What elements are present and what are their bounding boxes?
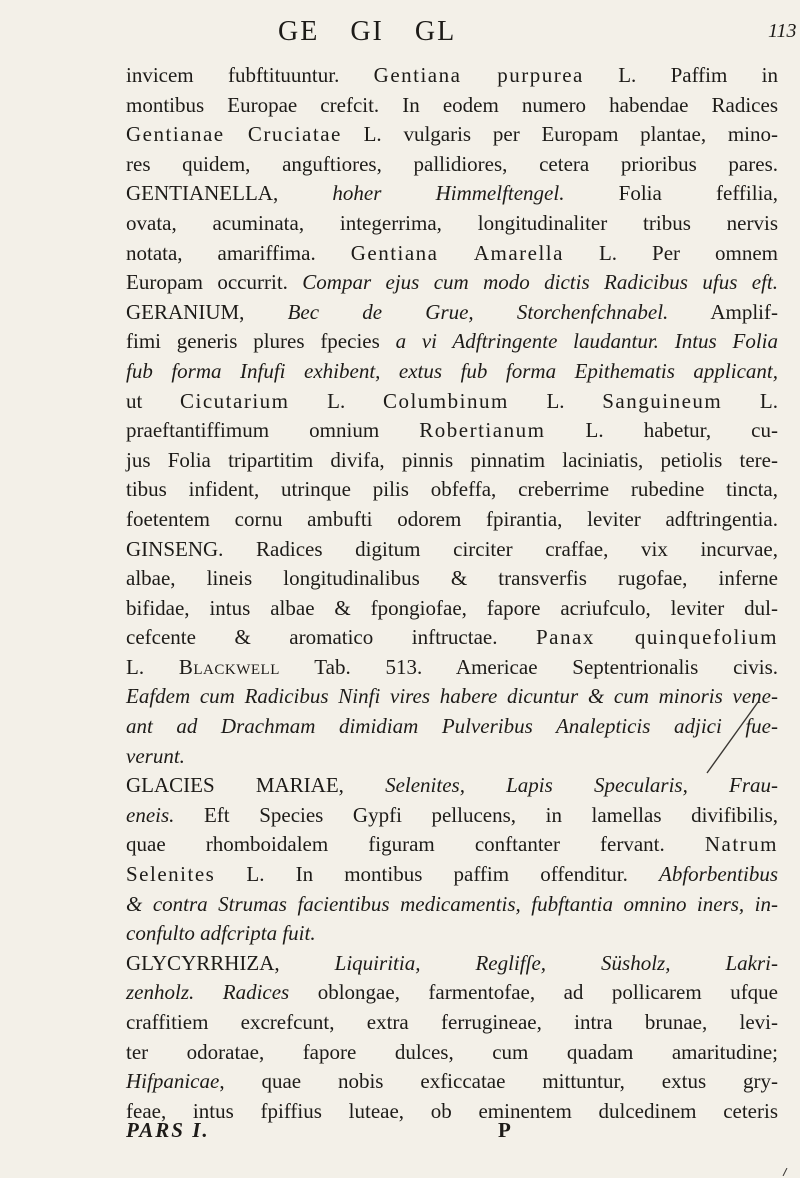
text-segment: , quae nobis exficcatae mittuntur, extus gry- [219, 1069, 778, 1094]
text-segment: montibus Europae crefcit. In eodem numero habendae Radices [126, 92, 778, 117]
text-segment: L. habetur, cu- [545, 418, 778, 443]
text-segment: L. Paffim in [583, 63, 778, 87]
text-line [126, 860, 778, 890]
page-footer [126, 1118, 646, 1148]
text-segment: GINSENG. Radices digitum circiter craffae, vix incurvae, [126, 536, 778, 561]
text-segment: foetentem cornu ambufti odorem fpirantia, leviter adftringentia. [126, 506, 778, 531]
text-segment: fimi generis plures fpecies [126, 329, 396, 354]
signature-mark-text: PARS I. [126, 1118, 210, 1142]
text-segment: praeftantiffimum omnium [126, 418, 420, 443]
text-line [126, 801, 778, 831]
text-line [126, 653, 778, 683]
text-segment: Selenites [126, 862, 216, 887]
text-segment: ter odoratae, fapore dulces, cum quadam amaritudine; [126, 1039, 778, 1064]
text-segment: albae, lineis longitudinalibus & transverfis rugofae, inferne [126, 566, 778, 591]
text-line [126, 594, 778, 624]
text-segment: Eft Species Gypfi pellucens, in lamellas divifibilis, [174, 802, 778, 827]
text-segment: fub forma Infufi exhibent, extus fub forma Epithematis applicant, [126, 358, 778, 383]
text-line [126, 505, 778, 535]
text-line [126, 564, 778, 594]
text-line [126, 61, 778, 91]
text-segment: L. [508, 388, 603, 413]
text-segment: invicem fubftituuntur. [126, 63, 374, 87]
text-segment: GLYCYRRHIZA, [126, 950, 335, 975]
text-segment: quae rhomboidalem figuram conftanter fervant. [126, 832, 705, 857]
signature-letter: P [498, 1118, 511, 1142]
text-segment: L. vulgaris per Europam plantae, mino- [341, 122, 778, 147]
margin-pencil-mark-bottom [782, 1168, 788, 1176]
text-segment: Liquiritia, Reglifſe, Süsholz, Lakri- [334, 950, 778, 975]
text-segment: verunt. [126, 743, 185, 768]
text-segment: L. [722, 388, 778, 413]
text-segment: res quidem, anguftiores, pallidiores, cetera prioribus pares. [126, 151, 778, 176]
text-segment: Sanguineum [602, 388, 723, 413]
text-segment: jus Folia tripartitim divifa, pinnis pinnatim laciniatis, petiolis tere- [126, 447, 778, 472]
text-segment: GERANIUM, [126, 299, 288, 324]
text-segment: feae, intus fpiffius luteae, ob eminentem dulcedinem ceteris [126, 1098, 778, 1123]
text-line [126, 919, 778, 949]
text-segment: L. In montibus paffim offenditur. [215, 862, 659, 887]
text-segment: oblongae, farmentofae, ad pollicarem ufque [289, 980, 779, 1005]
text-segment: craffitiem excrefcunt, extra ferrugineae, intra brunae, levi- [126, 1010, 778, 1034]
text-segment: tibus infident, utrinque pilis obfeffa, creberrime rubedine tincta, [126, 477, 778, 502]
text-segment [194, 980, 223, 1004]
text-segment: Europam occurrit. [126, 270, 303, 295]
text-line [126, 682, 778, 712]
text-line [126, 387, 778, 417]
text-segment: hoher Himmelftengel. [332, 181, 565, 206]
text-segment: L. [289, 388, 383, 413]
text-line [126, 327, 778, 357]
header-word-right: GL [414, 16, 457, 47]
text-line [126, 771, 778, 801]
text-segment: Blackwell [178, 654, 280, 679]
text-segment: Tab. 513. Americae Septentrionalis civis. [279, 654, 778, 679]
margin-pencil-mark [704, 700, 760, 776]
text-line [126, 1038, 778, 1068]
text-segment: ut [126, 388, 181, 413]
text-segment: confulto adfcripta fuit. [126, 921, 316, 946]
running-header [0, 16, 800, 50]
text-segment: notata, amariffima. [126, 240, 351, 265]
text-segment: ant ad Drachmam dimidiam Pulveribus Analepticis adjici fue- [126, 714, 778, 739]
text-line [126, 150, 778, 180]
text-segment: & contra Strumas facientibus medicamentis, fubftantia omnino iners, in- [126, 891, 778, 916]
text-segment: a vi Adftringente laudantur. Intus Folia [395, 329, 779, 354]
text-segment: Hifpanicae [126, 1069, 220, 1094]
text-segment: eneis. [126, 802, 175, 827]
text-line [126, 949, 778, 979]
text-segment: Cicutarium [180, 388, 290, 413]
text-segment: Gentianae Cruciatae [126, 122, 342, 147]
text-line [126, 475, 778, 505]
text-segment: ovata, acuminata, integerrima, longitudinaliter tribus nervis [126, 210, 778, 235]
text-segment: Natrum [704, 832, 778, 857]
text-segment: Robertianum [419, 418, 546, 443]
text-line [126, 268, 778, 298]
text-line [126, 209, 778, 239]
text-line [126, 978, 778, 1008]
text-segment: Folia feffilia, [564, 181, 778, 206]
text-line [126, 120, 778, 150]
text-segment: Selenites, Lapis Specularis, Frau- [385, 773, 778, 798]
text-segment: bifidae, intus albae & fpongiofae, fapore acriufculo, leviter dul- [126, 595, 778, 620]
text-line [126, 623, 778, 653]
header-word-left: GE [278, 16, 320, 47]
text-segment: L. Per omnem [563, 240, 779, 265]
text-line [126, 1067, 778, 1097]
header-guide-words [278, 16, 478, 48]
page-number: 113 [768, 20, 797, 42]
text-segment: Compar ejus cum modo dictis Radicibus ufus eft. [302, 270, 778, 295]
header-word-middle: GI [350, 16, 384, 47]
text-segment: GENTIANELLA, [126, 181, 333, 206]
text-segment: zenholz. [126, 980, 195, 1005]
text-segment: Eafdem cum Radicibus Ninfi vires habere dicuntur & cum minoris vene- [126, 684, 778, 709]
text-line [126, 742, 778, 772]
text-line [126, 416, 778, 446]
text-segment: Panax quinquefolium [536, 625, 778, 650]
text-segment: GLACIES MARIAE, [126, 773, 386, 798]
text-line [126, 535, 778, 565]
text-line [126, 712, 778, 742]
text-segment: Radices [222, 980, 290, 1005]
text-segment: Amplif- [668, 299, 778, 324]
text-segment: Gentiana purpurea [373, 63, 584, 87]
text-segment: Columbinum [382, 388, 509, 413]
text-line [126, 830, 778, 860]
text-segment: Gentiana Amarella [350, 240, 564, 265]
text-line [126, 179, 778, 209]
text-line [126, 298, 778, 328]
text-line [126, 890, 778, 920]
text-segment: cefcente & aromatico inftructae. [126, 625, 536, 650]
text-line [126, 91, 778, 121]
text-segment: Abforbentibus [659, 862, 778, 887]
text-segment: L. [126, 654, 179, 679]
text-line [126, 357, 778, 387]
text-line [126, 239, 778, 269]
text-line [126, 1008, 778, 1038]
body-text [126, 61, 778, 1126]
text-line [126, 446, 778, 476]
text-segment: Bec de Grue, Storchenfchnabel. [287, 299, 669, 324]
